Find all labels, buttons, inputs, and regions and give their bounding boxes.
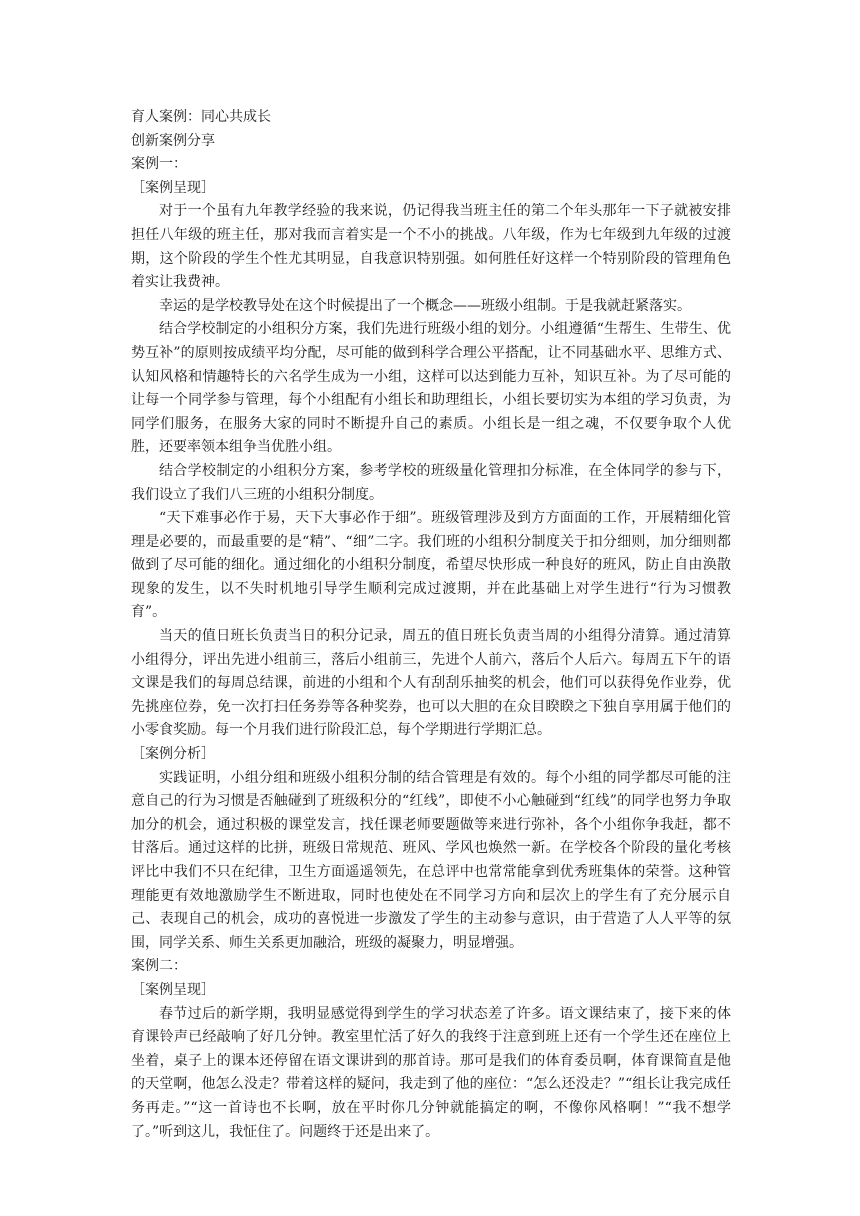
paragraph: 对于一个虽有九年教学经验的我来说，仍记得我当班主任的第二个年头那年一下子就被安排担任八年级的班主任，那对我而言着实是一个不小的挑战。八年级，作为七年级到九年级的过渡期，这个阶段的学生个性尤其明显，自我意识特别强。如何胜任好这样一个特别阶段的管理角色着实让我费神。 xyxy=(131,203,731,291)
document-body xyxy=(131,106,731,1144)
paragraph: 幸运的是学校教导处在这个时候提出了一个概念——班级小组制。于是我就赶紧落实。 xyxy=(159,297,691,314)
paragraph: 实践证明，小组分组和班级小组积分制的结合管理是有效的。每个小组的同学都尽可能的注意自己的行为习惯是否触碰到了班级积分的“红线”，即使不小心触碰到“红线”的同学也努力争取加分的机会，通过积极的课堂发言，找任课老师要题做等来进行弥补，各个小组你争我赶，都不甘落后。通过这样的比拼，班级日常规范、班风、学风也焕然一新。在学校各个阶段的量化考核评比中我们不只在纪律，卫生方面遥遥领先，在总评中也常常能拿到优秀班集体的荣誉。这种管理能更有效地激励学生不断进取，同时也使处在不同学习方向和层次上的学生有了充分展示自己、表现自己的机会，成功的喜悦进一步激发了学生的主动参与意识，由于营造了人人平等的氛围，同学关系、师生关系更加融洽，班级的凝聚力，明显增强。 xyxy=(131,769,731,951)
case-two-presentation-heading: ［案例呈现］ xyxy=(131,981,215,998)
paragraph: 当天的值日班长负责当日的积分记录，周五的值日班长负责当周的小组得分清算。通过清算小组得分，评出先进小组前三，落后小组前三，先进个人前六，落后个人后六。每周五下午的语文课是我们的每周总结课，前进的小组和个人有刮刮乐抽奖的机会，他们可以获得免作业券，优先挑座位券，免一次打扫任务券等各种奖券，也可以大胆的在众目睽睽之下独自享用属于他们的小零食奖励。每一个月我们进行阶段汇总，每个学期进行学期汇总。 xyxy=(131,628,731,739)
document-subtitle: 创新案例分享 xyxy=(131,132,215,149)
paragraph: 结合学校制定的小组积分方案，我们先进行班级小组的划分。小组遵循“生帮生、生带生、优势互补”的原则按成绩平均分配，尽可能的做到科学合理公平搭配，让不同基础水平、思维方式、认知风格和情趣特长的六名学生成为一小组，这样可以达到能力互补，知识互补。为了尽可能的让每一个同学参与管理，每个小组配有小组长和助理组长，小组长要切实为本组的学习负责，为同学们服务，在服务大家的同时不断提升自己的素质。小组长是一组之魂，不仅要争取个人优胜，还要率领本组争当优胜小组。 xyxy=(131,321,731,456)
paragraph: 春节过后的新学期，我明显感觉得到学生的学习状态差了许多。语文课结束了，接下来的体育课铃声已经敲响了好几分钟。教室里忙活了好久的我终于注意到班上还有一个学生还在座位上坐着，桌子上的课本还停留在语文课讲到的那首诗。那可是我们的体育委员啊，体育课简直是他的天堂啊，他怎么没走？带着这样的疑问，我走到了他的座位：“怎么还没走？”“组长让我完成任务再走。”“这一首诗也不长啊，放在平时你几分钟就能搞定的啊，不像你风格啊！”“我不想学了。”听到这儿，我怔住了。问题终于还是出来了。 xyxy=(131,1005,731,1140)
document-title: 育人案例：同心共成长 xyxy=(131,109,271,125)
paragraph: “天下难事必作于易，天下大事必作于细”。班级管理涉及到方方面面的工作，开展精细化管理是必要的，而最重要的是“精”、“细”二字。我们班的小组积分制度关于扣分细则，加分细则都做到了尽可能的细化。通过细化的小组积分制度，希望尽快形成一种良好的班风，防止自由涣散现象的发生，以不失时机地引导学生顺利完成过渡期，并在此基础上对学生进行“行为习惯教育”。 xyxy=(131,510,731,621)
case-one-label: 案例一： xyxy=(131,156,187,173)
case-one-presentation-heading: ［案例呈现］ xyxy=(131,179,215,196)
case-two-label: 案例二： xyxy=(131,958,187,975)
paragraph: 结合学校制定的小组积分方案，参考学校的班级量化管理扣分标准，在全体同学的参与下，我们设立了我们八三班的小组积分制度。 xyxy=(131,462,731,503)
case-one-analysis-heading: ［案例分析］ xyxy=(131,746,215,763)
